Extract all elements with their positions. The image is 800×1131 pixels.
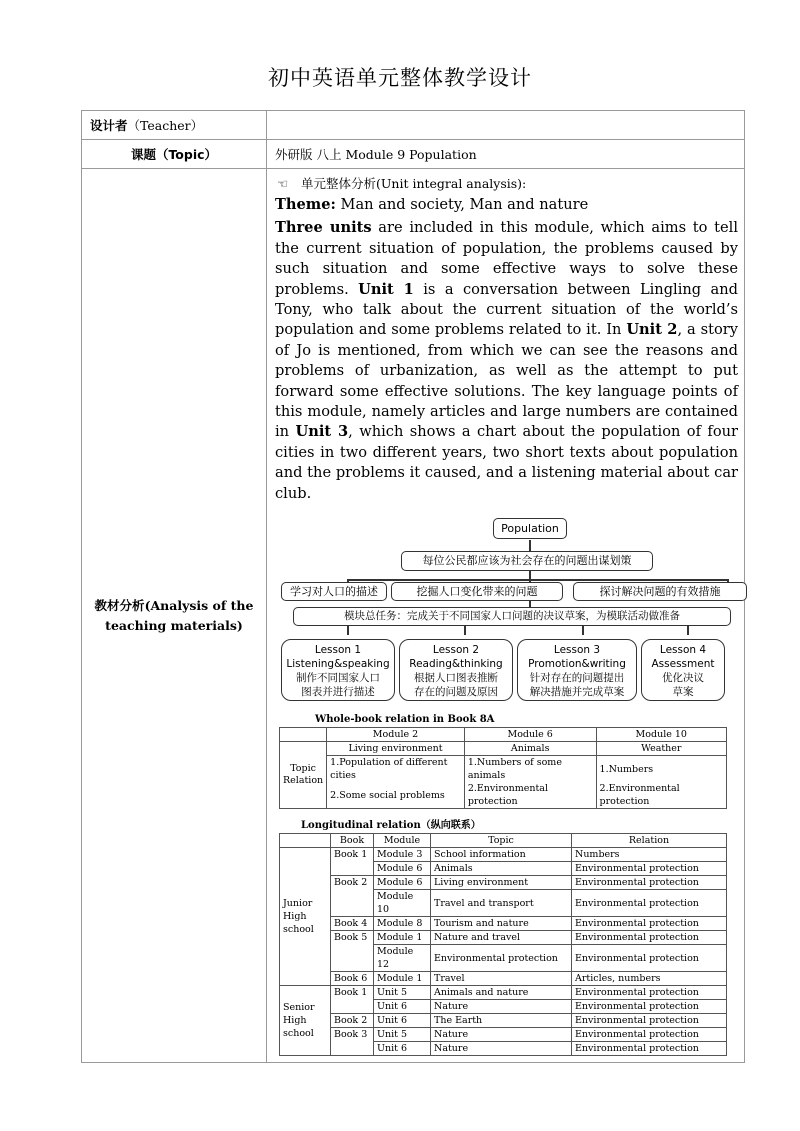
- text-run: are included in this module, which aims to tell the current situation of population, the problems caused by such situation and some effective ways to solve these problems.: [275, 219, 738, 298]
- relation-cell: 2.Environmental protection: [596, 782, 726, 809]
- topic-cell: Tourism and nature: [431, 917, 572, 931]
- module-cell: Module 1: [374, 931, 431, 945]
- module-cell: Unit 5: [374, 986, 431, 1000]
- document-title: 初中英语单元整体教学设计: [268, 66, 532, 90]
- module-description: [275, 218, 738, 504]
- topic-relation-label: Topic Relation: [280, 742, 327, 809]
- bold-phrase: Three units: [275, 219, 372, 237]
- module-cell: Module 6: [374, 862, 431, 876]
- book-cell: Book 1: [331, 848, 374, 876]
- topic-cell: Travel: [431, 972, 572, 986]
- topic-cell: Living environment: [327, 742, 465, 756]
- topic-cell: School information: [431, 848, 572, 862]
- lesson-box: Lesson 1 Listening&speaking 制作不同国家人口 图表并进行描述: [281, 639, 395, 701]
- book-cell: Book 5: [331, 931, 374, 972]
- unit-analysis-heading: ☜ 单元整体分析(Unit integral analysis):: [277, 176, 527, 191]
- module-cell: Unit 6: [374, 1000, 431, 1014]
- relation-cell: Environmental protection: [572, 917, 727, 931]
- longitudinal-table: [279, 833, 727, 1056]
- book-cell: Book 3: [331, 1028, 374, 1056]
- module-cell: Unit 6: [374, 1042, 431, 1056]
- lesson-box: Lesson 3 Promotion&writing 针对存在的问题提出 解决措施并完成草案: [517, 639, 637, 701]
- module-header: Module 2: [327, 728, 465, 742]
- level-cell: Junior High school: [280, 848, 331, 986]
- relation-cell: Environmental protection: [572, 1028, 727, 1042]
- bold-phrase: Unit 3: [295, 423, 349, 441]
- relation-cell: Environmental protection: [572, 862, 727, 876]
- relation-cell: 1.Numbers: [596, 756, 726, 783]
- table-row: [280, 1028, 727, 1042]
- column-header: Relation: [572, 834, 727, 848]
- table-row: [280, 876, 727, 890]
- book-cell: Book 1: [331, 986, 374, 1014]
- designer-label: 设计者（Teacher）: [82, 111, 267, 140]
- module-cell: Module 8: [374, 917, 431, 931]
- module-cell: Module 12: [374, 945, 431, 972]
- table-row: [280, 931, 727, 945]
- topic-cell: Nature: [431, 1042, 572, 1056]
- column-header: Topic: [431, 834, 572, 848]
- book-cell: Book 2: [331, 1014, 374, 1028]
- table-row: [280, 986, 727, 1000]
- theme-line: Theme: Man and society, Man and nature: [275, 196, 589, 213]
- table-row: [280, 917, 727, 931]
- text-run: , which shows a chart about the population of four cities in two different years, two short texts about population and the problems it caused, and a listening material about car club.: [275, 423, 738, 502]
- table-row: [280, 1014, 727, 1028]
- module-cell: Module 3: [374, 848, 431, 862]
- relation-cell: Environmental protection: [572, 931, 727, 945]
- module-cell: Module 10: [374, 890, 431, 917]
- designer-row: [82, 111, 745, 140]
- level-cell: Senior High school: [280, 986, 331, 1056]
- diagram-level2-3: 探讨解决问题的有效措施: [573, 582, 747, 601]
- materials-content: [267, 169, 745, 1063]
- text-run: is a conversation between Lingling and Tony, who talk about the current situation of the world’s population and some problems related to it. In: [275, 280, 738, 339]
- topic-cell: Weather: [596, 742, 726, 756]
- module-cell: Module 1: [374, 972, 431, 986]
- topic-cell: Nature: [431, 1028, 572, 1042]
- topic-cell: Animals: [464, 742, 596, 756]
- relation-cell: Environmental protection: [572, 986, 727, 1000]
- relation-cell: 2.Environmental protection: [464, 782, 596, 809]
- relation-cell: 1.Numbers of some animals: [464, 756, 596, 783]
- materials-label: 教材分析(Analysis of the teaching materials): [82, 169, 267, 1063]
- relation-cell: Environmental protection: [572, 890, 727, 917]
- book-cell: Book 6: [331, 972, 374, 986]
- column-header: Book: [331, 834, 374, 848]
- topic-row: [82, 140, 745, 169]
- topic-cell: Environmental protection: [431, 945, 572, 972]
- module-cell: Unit 6: [374, 1014, 431, 1028]
- topic-cell: Living environment: [431, 876, 572, 890]
- pointing-hand-icon: ☜: [277, 176, 289, 191]
- relation-cell: Environmental protection: [572, 1000, 727, 1014]
- book-cell: Book 2: [331, 876, 374, 917]
- topic-cell: The Earth: [431, 1014, 572, 1028]
- module-header: Module 6: [464, 728, 596, 742]
- relation-cell: 1.Population of different cities: [327, 756, 465, 783]
- whole-book-caption: Whole-book relation in Book 8A: [315, 714, 495, 726]
- module-structure-diagram: [279, 518, 719, 708]
- topic-label: 课题（Topic）: [82, 140, 267, 169]
- bold-phrase: Unit 1: [358, 280, 414, 298]
- lesson-box: Lesson 2 Reading&thinking 根据人口图表推断 存在的问题及原因: [399, 639, 513, 701]
- column-header: Module: [374, 834, 431, 848]
- book-cell: Book 4: [331, 917, 374, 931]
- relation-cell: Numbers: [572, 848, 727, 862]
- relation-cell: Environmental protection: [572, 1042, 727, 1056]
- materials-row: [82, 169, 745, 1063]
- module-cell: Unit 5: [374, 1028, 431, 1042]
- relation-cell: Environmental protection: [572, 876, 727, 890]
- design-table: [81, 110, 745, 1063]
- diagram-level2-2: 挖掘人口变化带来的问题: [391, 582, 563, 601]
- relation-cell: 2.Some social problems: [327, 782, 465, 809]
- topic-value: 外研版 八上 Module 9 Population: [267, 140, 745, 169]
- topic-cell: Nature: [431, 1000, 572, 1014]
- diagram-task: 模块总任务：完成关于不同国家人口问题的决议草案，为模联活动做准备: [293, 607, 731, 626]
- relation-cell: Environmental protection: [572, 1014, 727, 1028]
- relation-cell: Articles, numbers: [572, 972, 727, 986]
- bold-phrase: Unit 2: [626, 321, 678, 339]
- whole-book-table: [279, 727, 727, 809]
- module-cell: Module 6: [374, 876, 431, 890]
- relation-cell: Environmental protection: [572, 945, 727, 972]
- topic-cell: Nature and travel: [431, 931, 572, 945]
- text-run: , a story of Jo is mentioned, from which we can see the reasons and problems of urbanization, as well as the attempt to put forward some effective solutions. The key language points of this module, namely articles and large numbers are contained in: [275, 321, 738, 441]
- diagram-level1: 每位公民都应该为社会存在的问题出谋划策: [401, 551, 653, 571]
- topic-cell: Travel and transport: [431, 890, 572, 917]
- lesson-box: Lesson 4 Assessment 优化决议 草案: [641, 639, 725, 701]
- table-row: [280, 972, 727, 986]
- table-row: [280, 848, 727, 862]
- module-header: Module 10: [596, 728, 726, 742]
- diagram-root: Population: [493, 518, 567, 539]
- topic-cell: Animals and nature: [431, 986, 572, 1000]
- diagram-level2-1: 学习对人口的描述: [281, 582, 387, 601]
- longitudinal-caption: Longitudinal relation（纵向联系）: [301, 820, 481, 832]
- topic-cell: Animals: [431, 862, 572, 876]
- designer-value: [267, 111, 745, 140]
